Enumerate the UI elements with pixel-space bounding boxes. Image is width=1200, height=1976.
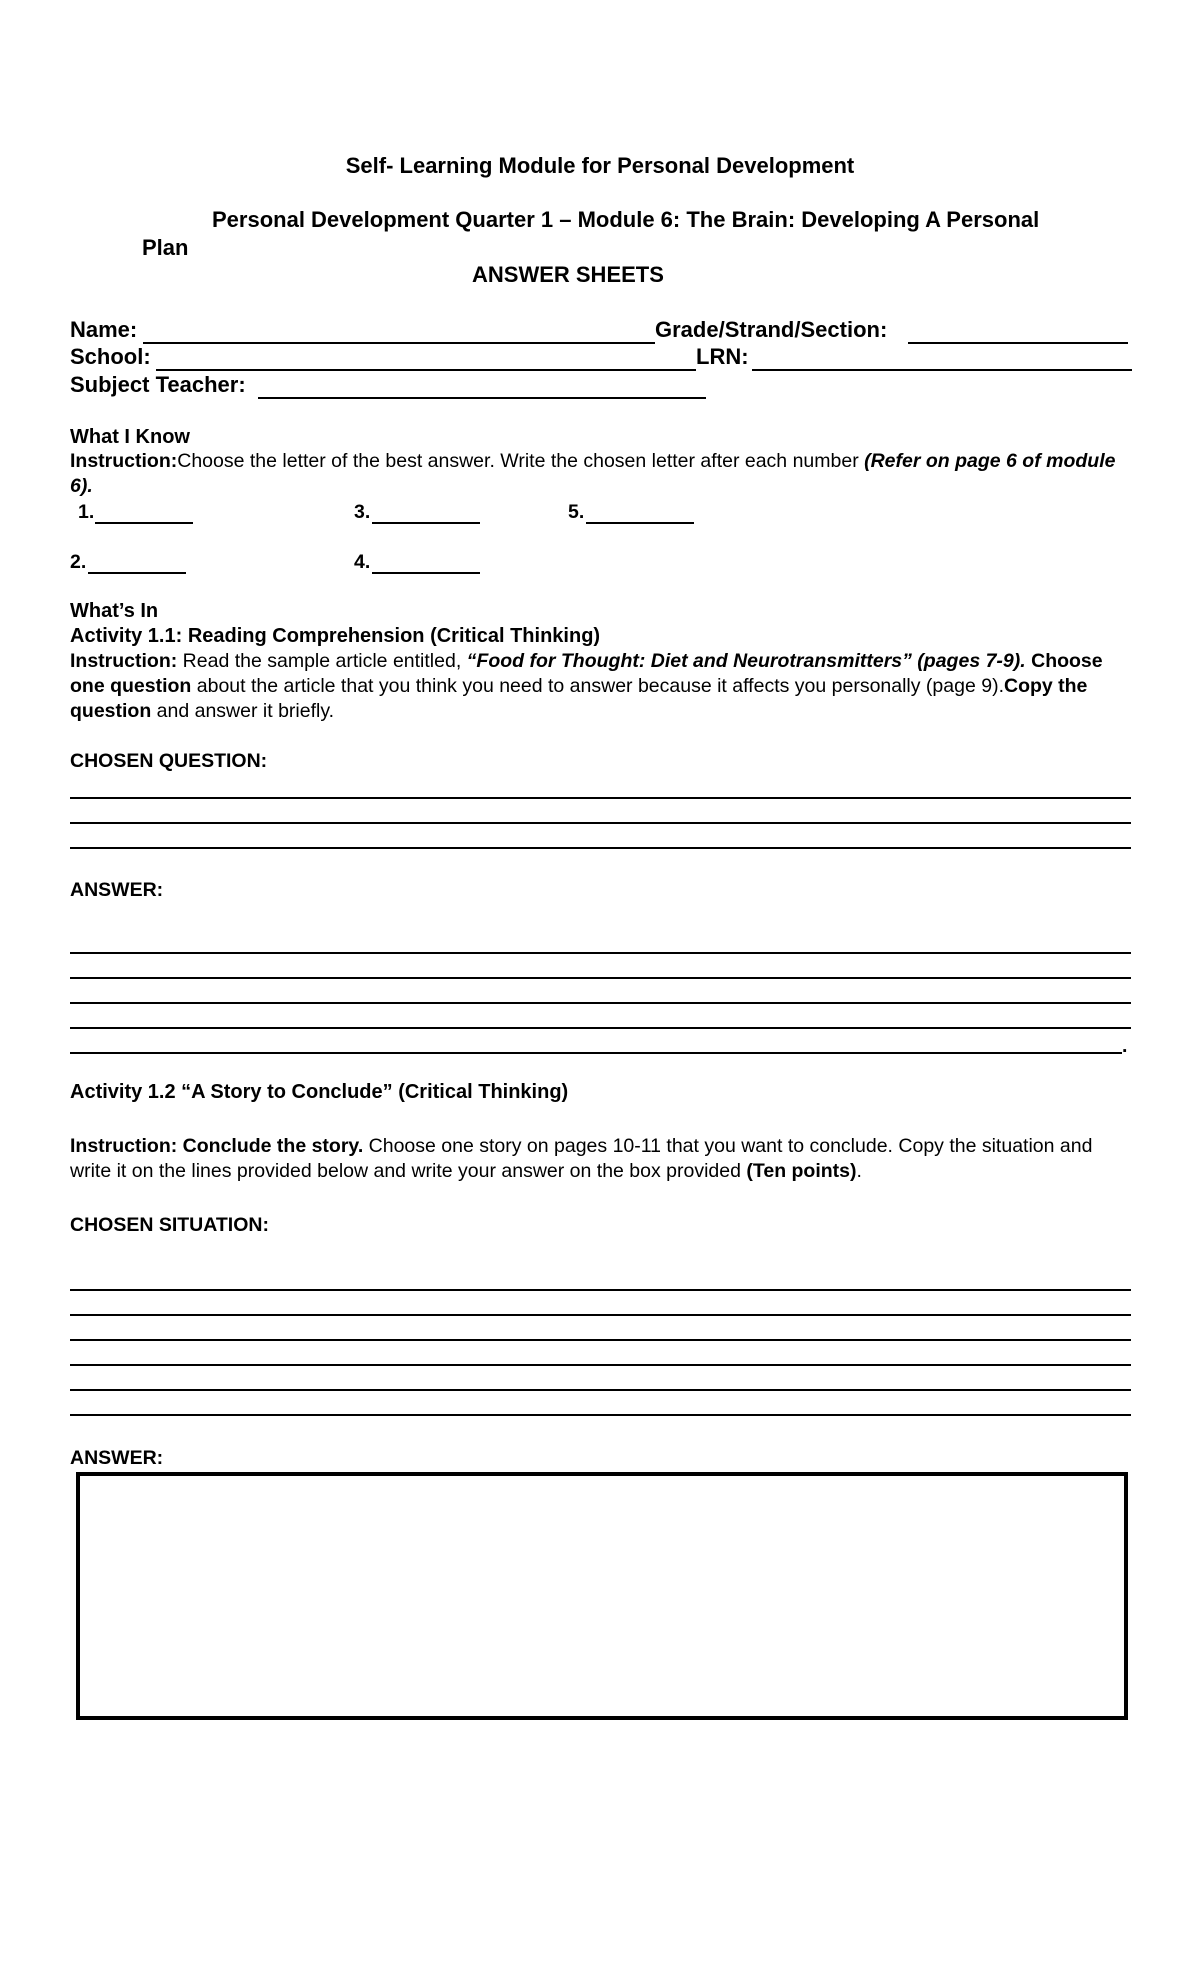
answer-item-2-field[interactable] (88, 572, 186, 574)
chosen-situation-label: CHOSEN SITUATION: (70, 1214, 269, 1236)
subject-teacher-label: Subject Teacher: (70, 372, 246, 397)
school-label: School: (70, 344, 151, 369)
answer-item-3-field[interactable] (372, 522, 480, 524)
answer-line-5[interactable] (70, 1052, 1122, 1054)
answer-line-1[interactable] (70, 952, 1131, 954)
chosen-question-label: CHOSEN QUESTION: (70, 750, 268, 772)
lrn-label: LRN: (696, 344, 749, 369)
chosen-situation-line-3[interactable] (70, 1339, 1131, 1341)
instruction-emphasis: Copy the question (70, 675, 1088, 722)
subject-teacher-field[interactable] (258, 397, 706, 399)
whats-in-heading: What’s In (70, 600, 159, 622)
answer-item-1-label: 1. (78, 501, 95, 523)
chosen-question-line-1[interactable] (70, 797, 1131, 799)
instruction-label: Instruction: (70, 650, 178, 672)
grade-strand-section-label: Grade/Strand/Section: (655, 317, 888, 342)
instruction-text: about the article that you think you need to answer because it affects you personally (page 9). (191, 675, 1004, 697)
answer-box-label: ANSWER: (70, 1447, 164, 1469)
chosen-situation-line-1[interactable] (70, 1289, 1131, 1291)
chosen-question-line-3[interactable] (70, 847, 1131, 849)
answer-item-4-label: 4. (354, 551, 371, 573)
name-label: Name: (70, 317, 138, 342)
answer-item-5-label: 5. (568, 501, 585, 523)
chosen-situation-line-4[interactable] (70, 1364, 1131, 1366)
answer-item-5-field[interactable] (586, 522, 694, 524)
name-field[interactable] (143, 342, 655, 344)
answer-line-3[interactable] (70, 1002, 1131, 1004)
instruction-text: Choose the letter of the best answer. Write the chosen letter after each number (177, 450, 865, 472)
module-title-line2: Plan (142, 235, 189, 260)
activity-1-1-heading: Activity 1.1: Reading Comprehension (Critical Thinking) (70, 625, 601, 647)
answer-line-2[interactable] (70, 977, 1131, 979)
document-title: Self- Learning Module for Personal Development (345, 153, 855, 178)
module-title-line1: Personal Development Quarter 1 – Module 6: The Brain: Developing A Personal (212, 207, 1040, 232)
what-i-know-heading: What I Know (70, 426, 190, 448)
answer-item-3-label: 3. (354, 501, 371, 523)
instruction-emphasis: Choose one question (70, 650, 1103, 697)
answer-sheets-title: ANSWER SHEETS (472, 262, 664, 287)
answer-item-1-field[interactable] (95, 522, 193, 524)
answer-label: ANSWER: (70, 879, 164, 901)
school-field[interactable] (156, 369, 696, 371)
article-title: “Food for Thought: Diet and Neurotransmitters” (pages 7-9). (466, 650, 1026, 672)
chosen-question-line-2[interactable] (70, 822, 1131, 824)
activity-1-2-instruction (70, 1134, 1138, 1184)
instruction-text: . (856, 1160, 862, 1182)
chosen-situation-line-5[interactable] (70, 1389, 1131, 1391)
answer-line-4[interactable] (70, 1027, 1131, 1029)
instruction-text: and answer it briefly. (151, 700, 335, 722)
instruction-reference: (Refer on page 6 of module 6). (70, 450, 1116, 497)
answer-item-4-field[interactable] (372, 572, 480, 574)
instruction-label: Instruction: (70, 450, 178, 472)
grade-strand-section-field[interactable] (908, 342, 1128, 344)
activity-1-2-heading: Activity 1.2 “A Story to Conclude” (Critical Thinking) (70, 1081, 569, 1103)
what-i-know-instruction (70, 449, 1138, 499)
activity-1-1-instruction (70, 649, 1138, 724)
instruction-text: Choose one story on pages 10-11 that you want to conclude. Copy the situation and write it on the lines provided below and write your answer on the box provided (70, 1135, 1093, 1182)
instruction-text: Read the sample article entitled, (177, 650, 467, 672)
answer-end-period: . (1122, 1035, 1128, 1057)
answer-box[interactable] (76, 1472, 1128, 1720)
instruction-label: Instruction: Conclude the story. (70, 1135, 364, 1157)
lrn-field[interactable] (752, 369, 1132, 371)
chosen-situation-line-6[interactable] (70, 1414, 1131, 1416)
chosen-situation-line-2[interactable] (70, 1314, 1131, 1316)
instruction-points: (Ten points) (746, 1160, 857, 1182)
answer-item-2-label: 2. (70, 551, 87, 573)
